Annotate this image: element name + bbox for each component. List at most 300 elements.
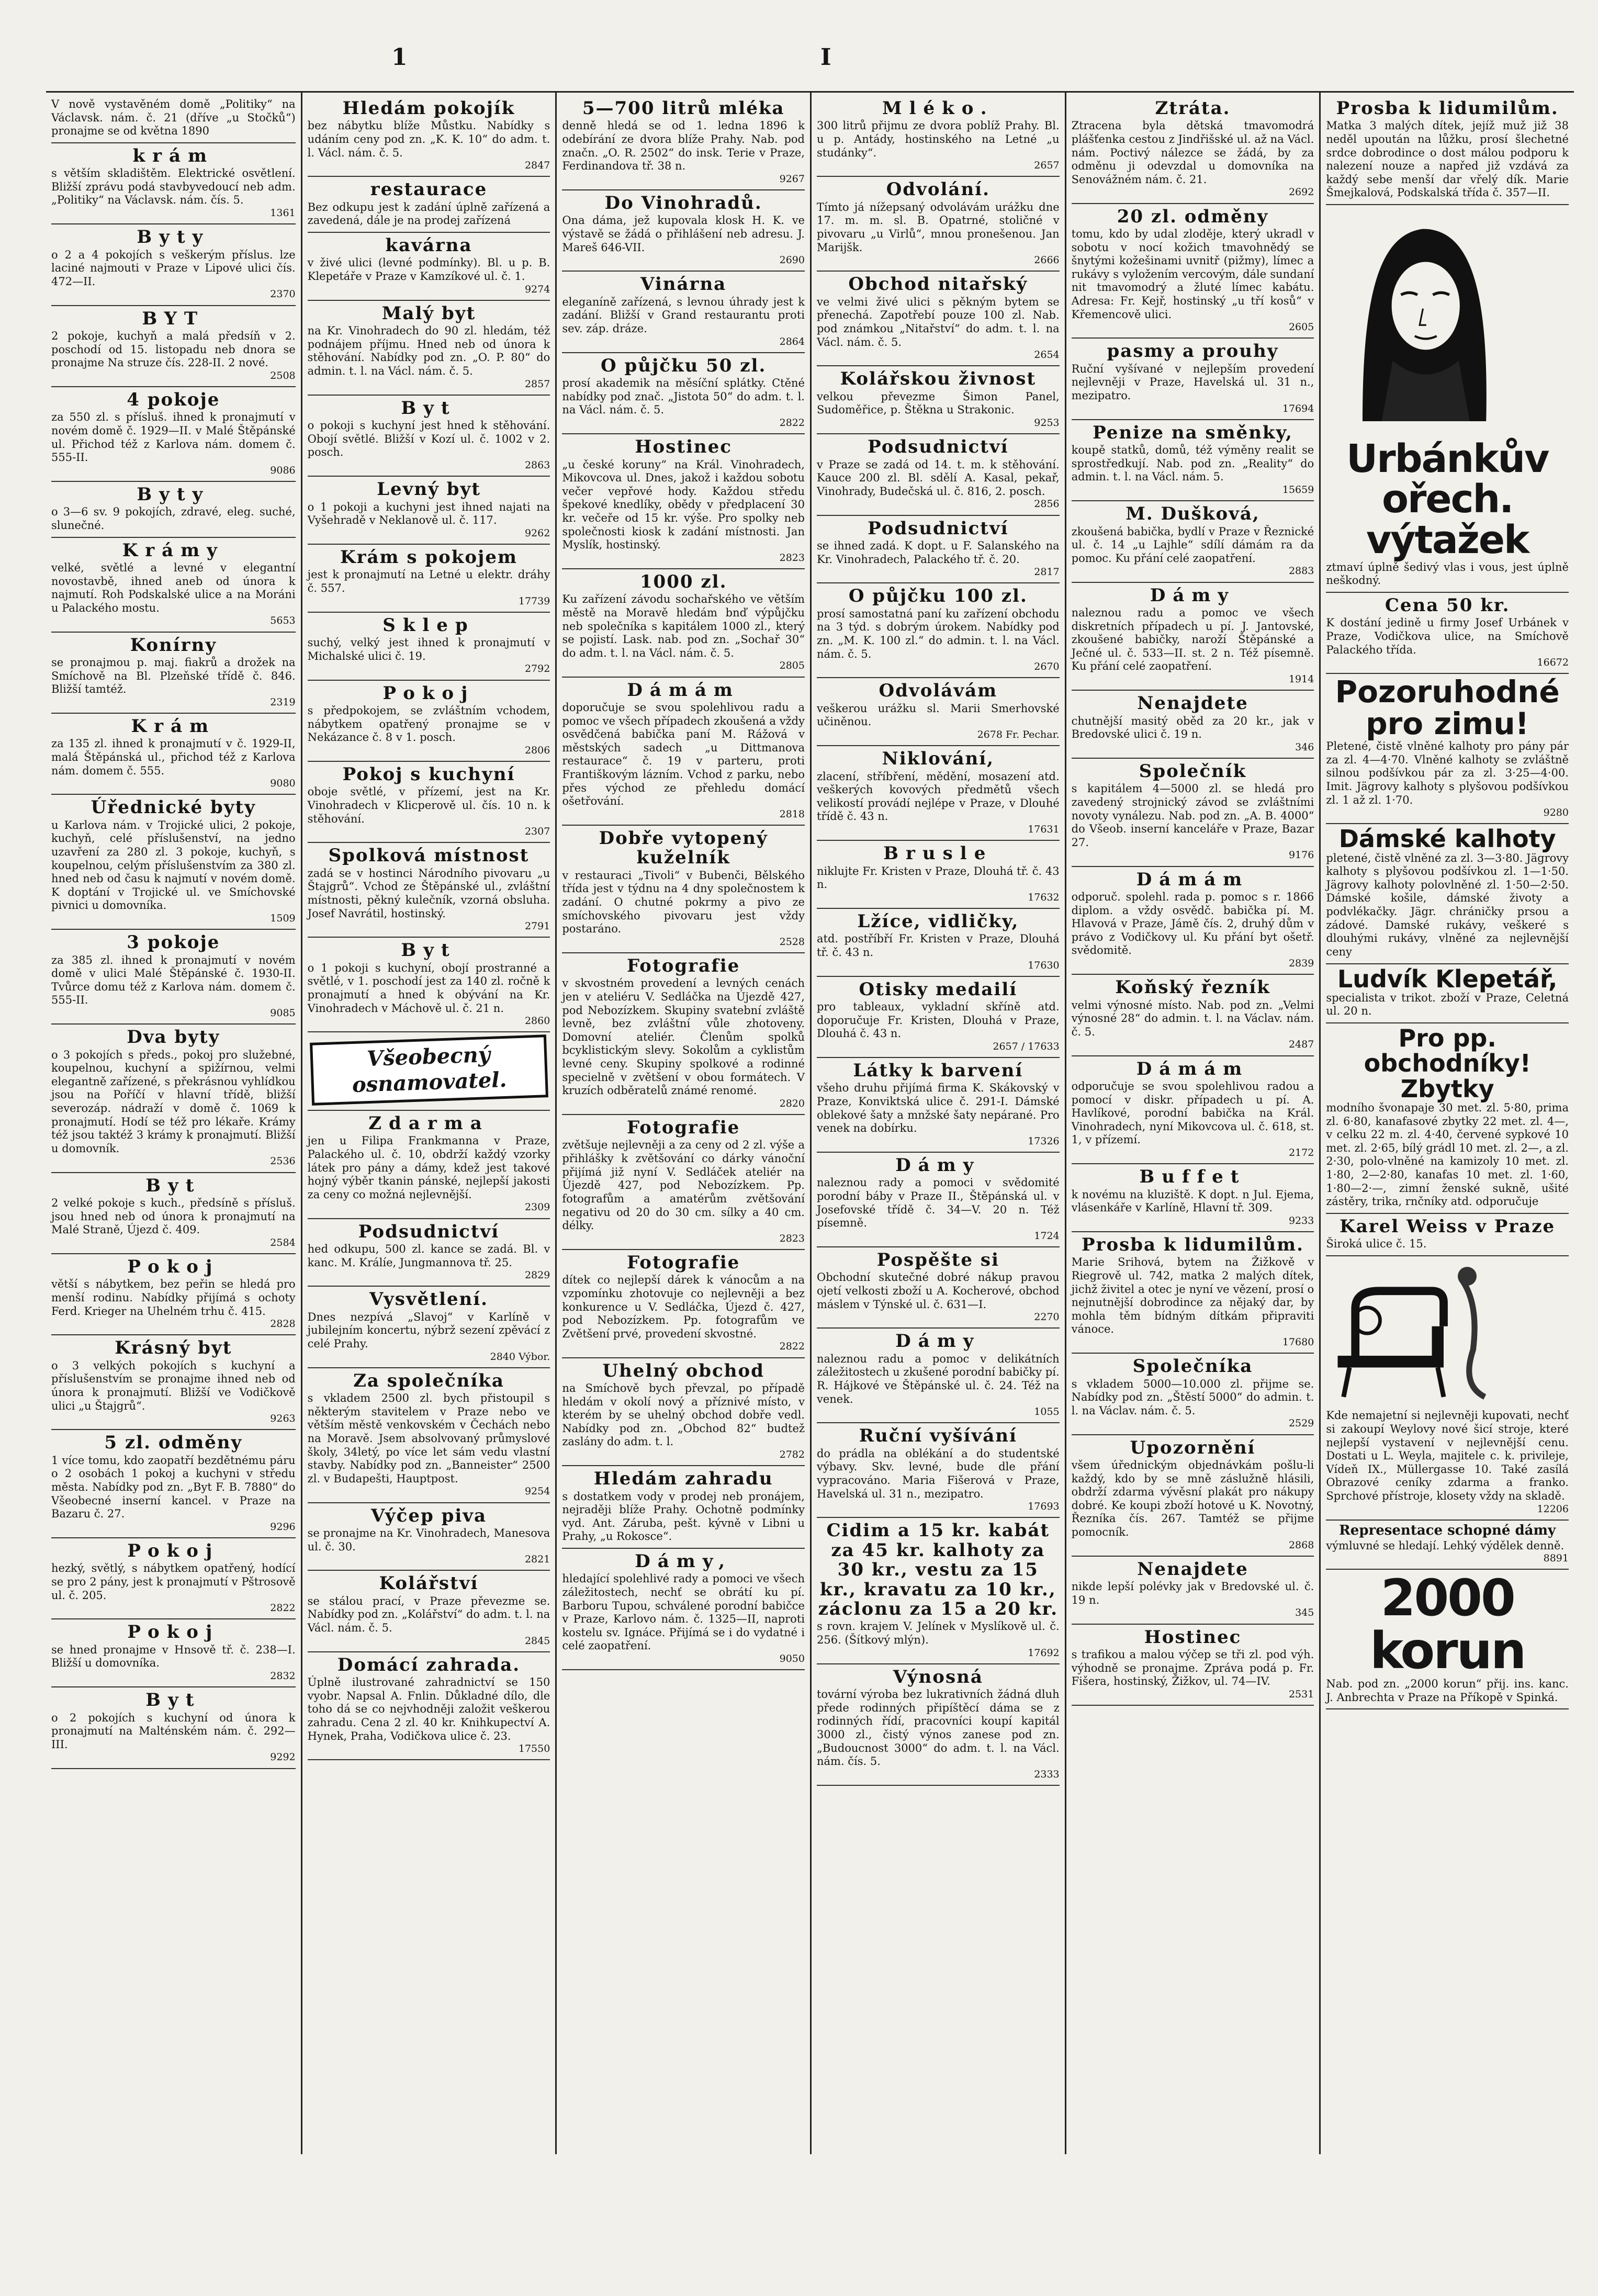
ad-title: kavárna [385, 235, 472, 256]
ad-text: se hned pronajme v Hnsově tř. č. 238—I. Bližší u domovníka. [51, 1643, 296, 1670]
ad-title: Byt [145, 1690, 201, 1711]
ad-title: Ztráta. [1155, 98, 1231, 119]
ad-text: velké, světlé a levné v elegantní novostavbě, ihned aneb od února k najmutí. Roh Podskalské ulice a na Moráni u Palackého mostu. [51, 561, 296, 614]
classified-ad [562, 826, 805, 953]
ad-text: s trafikou a malou výčep se tři zl. pod výh. výhodně se pronajme. Zpráva podá p. Fr. Fišera, hostinský, Žižkov, ul. 74—IV. [1071, 1648, 1314, 1688]
ad-text: se pronajmou p. maj. fiakrů a drožek na Smíchově na Bl. Plzeňské třídě č. 846. Bližší tamtéž. [51, 656, 296, 696]
ad-number: 2654 [1034, 349, 1060, 361]
ad-text: Obchodní skutečné dobré nákup pravou ojetí velkosti zboží u A. Kocherové, obchod máslem v Týnské ul. č. 631—I. [816, 1271, 1060, 1311]
ad-title: Pokoj [127, 1256, 220, 1278]
ad-number: 2822 [779, 1341, 805, 1353]
classified-ad [1326, 1023, 1569, 1214]
classified-ad [1072, 1354, 1314, 1435]
classified-ad [51, 714, 296, 795]
ad-title: Pokoj [382, 682, 475, 704]
ad-text: s dostatkem vody v prodej neb pronájem, nejraději blíže Prahy. Ochotně podmínky vyd. Ant. Záruba, pešt. kývně v Libni u Prahy, „u Rokosce“. [562, 1490, 805, 1543]
classified-ad [1072, 583, 1314, 691]
classified-ad [1072, 339, 1314, 420]
ad-text: s vkladem 5000—10.000 zl. přijme se. Nabídky pod zn. „Štěstí 5000“ do admin. t. l. na Václav. nám. č. 5. [1071, 1377, 1314, 1417]
ad-text: v živé ulici (levné podmínky). Bl. u p. B. Klepetáře v Praze v Kamzíkové ul. č. 1. [307, 256, 550, 283]
ad-number: 2319 [270, 696, 296, 708]
ad-text: Nab. pod zn. „2000 korun“ přij. ins. kanc. J. Anbrechta v Praze na Příkopě v Spinká. [1326, 1677, 1569, 1704]
classified-ad [1072, 501, 1314, 582]
ad-number: 9292 [270, 1751, 296, 1763]
ad-text: niklujte Fr. Kristen v Praze, Dlouhá tř. č. 43 n. [816, 864, 1060, 891]
classified-ad [308, 477, 550, 545]
ad-text: naleznou rady a pomoci v svědomité porodní báby v Praze II., Štěpánská ul. v Josefovské třídě č. 34—V. 20 n. Též písemně. [816, 1176, 1060, 1230]
ad-number: 17739 [518, 595, 550, 607]
classified-ad [1072, 867, 1314, 975]
classified-ad [1326, 1214, 1569, 1256]
column-4 [810, 93, 1065, 2154]
classified-ad [308, 396, 550, 477]
classified-ad [51, 795, 296, 930]
ad-text: Ku zařízení závodu sochařského ve větším městě na Moravě hledám bnď výpůjčku neb společníka s kapitálem 1000 zl., který se pojistí. Lask. nab. pod zn. „Sochař 30“ do adm. t. l. na Václ. nám. č. 5. [562, 593, 805, 659]
ad-title: Fotografie [627, 1117, 740, 1139]
ad-number: 2829 [524, 1269, 550, 1281]
ad-number: 9085 [270, 1007, 296, 1019]
ad-title: Kolářskou živnost [840, 368, 1037, 390]
ad-title: Otisky medailí [859, 978, 1018, 1000]
classified-ad [1326, 1570, 1569, 1709]
classified-ad [51, 633, 296, 714]
ad-text: dítek co nejlepší dárek k vánocům a na vzpomínku zhotovuje co nejlevněji a bez konkurence u V. Sedláčka, Újezd č. 427, pod Nebozízkem. Pp. fotografům ve Zvětšení prvé, provedení skvostné. [562, 1274, 805, 1340]
classified-ad [1326, 824, 1569, 964]
classified-ad [1072, 759, 1314, 867]
ad-number: 1361 [270, 207, 296, 219]
ad-number: 2864 [779, 335, 805, 347]
ad-text: chutnější masitý oběd za 20 kr., jak v Bredovské ulici č. 19 n. [1071, 714, 1314, 741]
classified-ad [1326, 1256, 1569, 1521]
classified-ad [308, 96, 550, 177]
ad-text: jest k pronajmutí na Letné u elektr. dráhy č. 557. [307, 568, 550, 594]
ad-text: Ztracena byla dětská tmavomodrá plášťenka cestou z Jindřišské ul. až na Václ. nám. Poctivý nálezce se žádá, by za odměnu ji odevzdal u domovníka na Senovážném nám. č. 21. [1071, 119, 1314, 186]
ad-title: Fotografie [627, 1252, 740, 1273]
ad-number: 2821 [524, 1554, 550, 1566]
ad-number: 17326 [1028, 1135, 1060, 1147]
ad-text: na Smíchově bych převzal, po případě hledám v okolí nový a příznivé místo, v kterém by se uhelný obchod dobře vedl. Nabídky pod zn. „Obchod 82“ budtež zaslány do adm. t. l. [562, 1381, 805, 1448]
ad-number: 9176 [1288, 849, 1314, 861]
ad-title: Prosba k lidumilům. [1336, 98, 1559, 119]
classified-ad [562, 272, 805, 353]
ad-number: 9254 [524, 1485, 550, 1498]
ad-title: Podsudnictví [868, 436, 1009, 458]
ad-number: 345 [1295, 1607, 1314, 1619]
ad-title: Hostinec [1144, 1626, 1242, 1648]
ad-title: Karel Weiss v Praze [1340, 1215, 1556, 1237]
ad-title: Fotografie [627, 955, 740, 977]
ad-text: jen u Filipa Frankmanna v Praze, Palackého ul. č. 10, obdrží každý vzorky látek pro pány a dámy, kdež jest takové hojný výběr tkanin pánské, nejlepší jakosti za ceny co možná nejlevnější. [307, 1134, 550, 1201]
classified-ad [308, 938, 550, 1032]
classified-ad [562, 1358, 805, 1467]
ad-title: 4 pokoje [127, 389, 220, 410]
page-mark-right: I [820, 44, 831, 71]
classified-ad [817, 272, 1060, 366]
ad-text: atd. postříbří Fr. Kristen v Praze, Dlouhá tř. č. 43 n. [816, 932, 1060, 959]
ad-title: O půjčku 50 zl. [601, 355, 767, 376]
classified-ad [1072, 1056, 1314, 1165]
ad-text: s vkladem 2500 zl. bych přistoupil s některým stavitelem v Praze nebo ve větším městě venkovském v Čechách nebo na Moravě. Jsem absolvovaný průmyslové školy, 34letý, po více let sám vedu vlastní stavby. Nabídky pod zn. „Banneister“ 2500 zl. v Budapešti, Hauptpost. [307, 1392, 550, 1485]
classified-columns [46, 91, 1574, 2154]
ad-title: Krámy [122, 539, 224, 561]
ad-number: 2817 [1034, 566, 1060, 578]
classified-ad [308, 1652, 550, 1761]
ad-text: naleznou radu a pomoc ve všech diskretních případech u pí. J. Jantovské, zkoušené babičky, naroží Štěpánské a Ječné ul. č. 533—II. st. 2 n. Též písemně. Ku přání celé zaopatření. [1071, 606, 1314, 673]
ad-text: v Praze se zadá od 14. t. m. k stěhování. Kauce 200 zl. Bl. sdělí A. Kasal, pekař, Vinohrady, Budečská ul. č. 816, 2. posch. [816, 458, 1060, 498]
ad-text: se stálou prací, v Praze převezme se. Nabídky pod zn. „Kolářství“ do adm. t. l. na Václ. nám. č. 5. [307, 1594, 550, 1634]
ad-number: 2657 / 17633 [993, 1040, 1060, 1052]
ad-title: Byt [145, 1175, 201, 1196]
ad-number: 9233 [1288, 1214, 1314, 1226]
ad-title: krám [132, 145, 215, 166]
ad-number: 17692 [1028, 1647, 1060, 1659]
ad-text: o 1 pokoji a kuchyni jest ihned najati na Vyšehradě v Neklanově ul. č. 117. [307, 500, 550, 527]
ad-title: Vysvětlení. [369, 1289, 488, 1310]
ad-text: velmi výnosné místo. Nab. pod zn. „Velmi výnosné 28“ do admin. t. l. na Václav. nám. č. 5. [1071, 998, 1314, 1038]
ad-title: Dámám [1136, 1058, 1250, 1079]
classified-ad [51, 930, 296, 1025]
classified-ad [1326, 205, 1569, 593]
ad-number: 9267 [779, 173, 805, 185]
ad-title: Podsudnictví [868, 517, 1009, 539]
classified-ad [817, 909, 1060, 977]
ad-number: 2584 [270, 1236, 296, 1248]
classified-ad [308, 1032, 550, 1111]
ad-title: Sklep [382, 614, 475, 636]
ad-number: 2863 [524, 459, 550, 471]
classified-ad [817, 678, 1060, 746]
ad-title: Látky k barvení [853, 1060, 1023, 1082]
classified-ad [1072, 420, 1314, 501]
ad-text: všeho druhu přijímá firma K. Skákovský v Praze, Konviktská ulice č. 291-I. Dámské oblekové šaty a mnžské šaty nepárané. Pro venek na dobírku. [816, 1082, 1060, 1135]
classified-ad [817, 1664, 1060, 1786]
ad-text: Bez odkupu jest k zadání úplně zařízená a zavedená, dále je na prodej zařízená [307, 200, 550, 227]
ad-text: prosí samostatná paní ku zařízení obchodu na 3 týd. s dobrým úrokem. Nabídky pod zn. „M. K. 100 zl.“ do admin. t. l. na Václ. nám. č. 5. [816, 607, 1060, 660]
ad-title: 2000 korun [1370, 1569, 1525, 1681]
classified-ad [51, 224, 296, 306]
classified-ad [308, 1287, 550, 1368]
ad-title: Byty [137, 484, 210, 505]
ad-title: Dámám [1136, 869, 1250, 890]
ad-text: nikde lepší polévky jak v Bredovské ul. č. 19 n. [1071, 1580, 1314, 1606]
ad-number: 2528 [779, 936, 805, 948]
classified-ad [562, 569, 805, 678]
classified-ad [51, 1254, 296, 1335]
ad-number: 2845 [524, 1635, 550, 1647]
ad-text: Ona dáma, jež kupovala klosk H. K. ve výstavě se žádá o přihlášení neb adresu. J. Mareš 646-VII. [562, 214, 805, 254]
ad-number: 2847 [524, 160, 550, 172]
ad-title: Obchod nitařský [848, 274, 1028, 295]
classified-ad [1326, 964, 1569, 1024]
column-1 [46, 93, 301, 2154]
ad-title: Všeobecný osnamovatel. [310, 1034, 548, 1105]
ad-text: 1 více tomu, kdo zaopatří bezdětnému páru o 2 osobách 1 pokoj a kuchyni v středu města. Nabídky pod zn. „Byt F. B. 7880“ do Všeobecné inserní kancel. v Praze na Bazaru č. 27. [51, 1454, 296, 1521]
ad-number: 2806 [524, 744, 550, 756]
classified-ad [817, 1518, 1060, 1664]
classified-ad [817, 1153, 1060, 1247]
classified-ad [562, 353, 805, 434]
classified-ad [1072, 204, 1314, 339]
ad-text: modního švonapaje 30 met. zl. 5·80, prima zl. 6·80, kanafasové zbytky 22 met. zl. 4—, v celku 22 m. zl. 4·40, červené sypkové 10 met. zl. 2·65, bílý grádl 10 met. zl. 2—, a zl. 2·30, polo-vlněné na kamizoly 10 met. zl. 1·80, 2—2·80, kanafas 10 met. zl. 1·60, 1·80—2·—, zimní ženské sukně, ušité zástěry, trika, rnčníky atd. odporučuje [1326, 1101, 1569, 1208]
ad-title: Byty [137, 227, 210, 248]
ad-text: odporučuje se svou spolehlivou radou a pomocí v diskr. případech u pí. A. Havlíkové, porodní babička na Král. Vinohradech, nyní Mikovcova ul. č. 618, st. 1, v přízemí. [1071, 1080, 1314, 1146]
ad-title: 5 zl. odměny [104, 1432, 243, 1454]
ad-title: Úřednické byty [91, 797, 256, 818]
ad-text: tomu, kdo by udal zloděje, který ukradl v sobotu v nocí kožich tmavohnědý se šnytými kožešinami uvnitř (pižmy), límec a rukávy s vyložením vercovým, dále sundaní nit tmavomodrý a žluté límec kabátu. Adresa: Fr. Kejř, hostinský „u tří kosů“ v Křemencově ulici. [1071, 228, 1314, 321]
ad-number: 2883 [1288, 565, 1314, 577]
ad-text: hed odkupu, 500 zl. kance se zadá. Bl. v kanc. M. Králíe, Jungmannova tř. 25. [307, 1242, 550, 1269]
ad-title: Konírny [130, 634, 217, 656]
ad-number: 17694 [1282, 402, 1314, 414]
ad-text: v skvostném provedení a levných cenách jen v ateliéru V. Sedláčka na Újezdě 427, pod Nebozízkem. Skupiny svatební zvláště levně, bez zvláštní vůle zhotoveny. Domovní ateliér. Členům spolků bcyklistickým slevy. Sokolům a cyklistům levné ceny. Skupiny spolkové a rodinné specielně v zvětšení v obou formátech. V kruzích odběratelů známé renomé. [562, 977, 805, 1097]
ad-number: 2791 [524, 920, 550, 932]
ad-text: Úplně ilustrované zahradnictví se 150 vyobr. Napsal A. Fnlin. Důkladné dílo, dle toho dá se co nejvhodněji založit veškerou zahradu. Cena 2 zl. 40 kr. Knihkupectví A. Hynek, Praha, Vodičkova ulice č. 23. [307, 1676, 550, 1742]
ad-number: 2857 [524, 378, 550, 390]
ad-title: Dámy, [635, 1550, 733, 1572]
classified-ad [562, 190, 805, 272]
classified-ad [1072, 975, 1314, 1056]
classified-ad [1072, 691, 1314, 759]
classified-ad [817, 177, 1060, 272]
classified-ad [308, 177, 550, 233]
ad-number: 2536 [270, 1155, 296, 1167]
classified-ad [308, 681, 550, 762]
ad-number: 2333 [1034, 1768, 1060, 1780]
classified-ad [51, 1619, 296, 1687]
ad-number: 2820 [779, 1097, 805, 1109]
ad-number: 9253 [1034, 417, 1060, 429]
ad-title: Mléko. [882, 98, 994, 119]
ad-title: Byt [401, 397, 457, 419]
ad-text: za 135 zl. ihned k pronajmutí v č. 1929-II, malá Štěpánská ul., přichod též z Karlova nám. domem č. 555. [51, 737, 296, 777]
ad-text: 2 velké pokoje s kuch., předsíně s přísluš. jsou hned neb od února k pronajmutí na Malé Straně, Újezd č. 409. [51, 1197, 296, 1236]
ad-title: Krám [131, 716, 216, 737]
ad-title: Zdarma [368, 1112, 489, 1134]
ad-text: s předpokojem, se zvláštním vchodem, nábytkem opatřený pronajme se v Nekázance č. 8 v 1. posch. [307, 704, 550, 744]
ad-title: Dobře vytopený kuželník [599, 828, 768, 869]
ad-number: 17550 [518, 1743, 550, 1755]
ad-number: 8891 [1543, 1552, 1569, 1565]
classified-ad [1326, 593, 1569, 674]
ad-number: 2670 [1034, 661, 1060, 673]
ad-text: se ihned zadá. K dopt. u F. Salanského na Kr. Vinohradech, Palackého tř. č. 20. [816, 539, 1060, 566]
ad-title: pasmy a prouhy [1107, 341, 1279, 362]
ad-text: Marie Srihová, bytem na Žižkově v Riegrově ul. 742, matka 2 malých dítek, jichž živitel a otec je nyní ve vězení, prosí o nejnutnější dobrodince za nějaký dar, by mohla těm bídným dítkám připraviti vánoce. [1071, 1256, 1314, 1336]
ad-number: 9274 [524, 283, 550, 295]
classified-ad [51, 1335, 296, 1430]
ad-number: 2666 [1034, 254, 1060, 266]
classified-ad [51, 1173, 296, 1254]
ad-title: Spolková místnost [328, 845, 530, 866]
ad-text: bez nábytku blíže Můstku. Nabídky s udáním ceny pod zn. „K. K. 10“ do adm. t. l. Václ. nám. č. 5. [307, 119, 550, 159]
ad-title: Koňský řezník [1115, 977, 1270, 998]
classified-ad [562, 96, 805, 190]
classified-ad [308, 1111, 550, 1219]
ad-text: s rovn. krajem V. Jelínek v Myslíkově ul. č. 256. (Šítkový mlýn). [816, 1620, 1060, 1647]
ad-title: Společníka [1132, 1356, 1253, 1377]
classified-ad [308, 1368, 550, 1503]
ad-number: 2860 [524, 1015, 550, 1027]
ad-number: 2508 [270, 369, 296, 381]
ad-title: Brusle [883, 843, 993, 864]
ad-number: 2487 [1288, 1039, 1314, 1051]
ad-title: Pospěšte si [876, 1250, 999, 1271]
ad-title: Hledám pokojík [342, 98, 515, 119]
ad-text: denně hledá se od 1. ledna 1896 k odebírání ze dvora blíže Prahy. Nab. pod značn. „O. R. 2502“ do insk. Terie v Praze, Ferdinandova tř. 38 n. [562, 119, 805, 173]
ad-text: naleznou radu a pomoc v delikátních záležitostech u zkušené porodní babičky pí. R. Hájkové ve Štěpánské ul. č. 24. Též na venek. [816, 1352, 1060, 1405]
ad-text: V nově vystavěném domě „Politiky“ na Václavsk. nám. č. 21 (dříve „u Stočků“) pronajme se od května 1890 [51, 98, 296, 138]
ad-number: 2678 Fr. Pechar. [977, 728, 1060, 740]
ad-number: 1055 [1034, 1406, 1060, 1418]
ad-title: 20 zl. odměny [1117, 206, 1269, 227]
ad-number: 9296 [270, 1521, 296, 1533]
classified-ad [817, 96, 1060, 177]
ad-title: Ruční vyšívání [859, 1425, 1017, 1447]
ad-text: Tímto já nížepsaný odvolávám urážku dne 17. m. m. sl. B. Opatrné, stoličné v pivovaru „u Virlů“, mnou pronešenou. Jan Marijšk. [816, 200, 1060, 254]
ad-number: 2792 [524, 663, 550, 675]
ad-number: 5653 [270, 615, 296, 627]
ad-text: zkoušená babička, bydlí v Praze v Řeznické ul. č. 14 „u Lajhle“ sdílí dámám ra da pomoc. Ku přání celé zaopatření. [1071, 525, 1314, 565]
ad-title: Niklování, [882, 748, 995, 770]
classified-ad [51, 482, 296, 538]
ad-number: 346 [1295, 741, 1314, 753]
ad-text: K dostání jedině u firmy Josef Urbánek v Praze, Vodičkova ulice, na Smíchově Palackého třída. [1326, 616, 1569, 656]
classified-ad [1072, 1625, 1314, 1706]
ad-title: Nenajdete [1137, 1558, 1248, 1580]
ad-number: 17680 [1282, 1336, 1314, 1348]
ad-text: tovární výroba bez lukrativních žádná dluh přede rodinných připíštěcí dáma se z rodinných řídí, pracovníci koupí kapitál 3000 zl., čistý výnos zanese pod zn. „Budoucnost 3000“ do adm. t. l. na Václ. nám. čís. 5. [816, 1688, 1060, 1768]
classified-ad [51, 1687, 296, 1769]
ad-title: Výnosná [893, 1666, 983, 1687]
ad-number: 2309 [524, 1201, 550, 1213]
classified-ad [51, 306, 296, 387]
ad-title: Nenajdete [1137, 693, 1248, 714]
ad-number: 2690 [779, 254, 805, 266]
ad-title: Cidim a 15 kr. kabát za 45 kr. kalhoty za 30 kr., vestu za 15 kr., kravatu za 10 kr., záclonu za 15 a 20 kr. [818, 1520, 1059, 1620]
ad-text: o 3 velkých pokojích s kuchyní a příslušenstvím se pronajme ihned neb od února k pronajmutí. Bližší ve Vodičkově ulici „u Štajgrů“. [51, 1359, 296, 1412]
ad-title: Odvolávám [879, 680, 998, 702]
ad-text: všem úřednickým objednávkám pošlu-li každý, kdo by se mně záslužně hlásili, obdrží zdarma vývěsní plakát pro nákupy dobré. Ke koupi zboží hotové u K. Novotný, Řezníka čís. 267. Tamtéž se přijme pomocník. [1071, 1459, 1314, 1539]
ad-title: Společník [1139, 761, 1247, 782]
masthead [15, 13, 1583, 91]
classified-ad [562, 434, 805, 569]
classified-ad [308, 762, 550, 843]
ad-number: 17631 [1028, 823, 1060, 835]
ad-text: Široká ulice č. 15. [1326, 1237, 1427, 1251]
classified-ad [308, 1503, 550, 1571]
classified-ad [562, 953, 805, 1115]
ad-title: Hledám zahradu [593, 1468, 773, 1490]
ad-text: „u české koruny“ na Král. Vinohradech, Mikovcova ul. Dnes, jakož i každou sobotu večer vepřové hody. Každou středu špekové knedlíky, obědy v předplacení 30 kr. večeře od 15 kr. výše. Pro spolky neb společnosti kiosk k zadání místnosti. Jan Myslík, hostinský. [562, 458, 805, 552]
ad-title: Hostinec [635, 436, 732, 458]
column-6 [1319, 93, 1574, 2154]
classified-ad [817, 366, 1060, 434]
page-mark-left: 1 [391, 44, 408, 71]
ad-text: oboje světlé, v přízemí, jest na Kr. Vinohradech v Klicperově ul. čís. 10 n. k stěhování. [307, 785, 550, 825]
ad-text: specialista v trikot. zboží v Praze, Celetná ul. 20 n. [1326, 991, 1569, 1018]
classified-ad [1072, 1232, 1314, 1354]
ad-title: Dámy [895, 1155, 981, 1176]
ad-title: Upozornění [1130, 1437, 1256, 1458]
classified-ad [308, 301, 550, 396]
ad-number: 2270 [1034, 1311, 1060, 1323]
ad-number: 2839 [1288, 958, 1314, 970]
ad-number: 17693 [1028, 1501, 1060, 1513]
ad-number: 2782 [779, 1448, 805, 1460]
ad-number: 2822 [779, 417, 805, 429]
ad-number: 9263 [270, 1413, 296, 1425]
ad-number: 17632 [1028, 891, 1060, 903]
ad-text: zlacení, stříbření, mědění, mosazení atd. veškerých kovových předmětů všech velikostí provádí nejlépe v Praze, v Dlouhé třídě č. 43 n. [816, 770, 1060, 823]
column-5 [1065, 93, 1320, 2154]
classified-ad [51, 1025, 296, 1173]
ad-text: k novému na kluziště. K dopt. n Jul. Ejema, vlásenkáře v Karlíně, Hlavní tř. 309. [1071, 1188, 1314, 1214]
ad-text: velkou převezme Šimon Panel, Sudoměřice, p. Štěkna u Strakonic. [816, 390, 1060, 417]
ad-text: ztmaví úplně šedivý vlas i vous, jest úplně neškodný. [1326, 560, 1569, 587]
classified-ad [51, 1430, 296, 1538]
ad-text: odporuč. spolehl. rada p. pomoc s r. 1866 diplom. a vždy osvědč. babička pí. M. Hlavová v Praze, Jámě čís. 2, druhý dům v právo z Vodičkovy ul. Ku přání byt ošetř. svědomitě. [1071, 891, 1314, 957]
ad-title: Dámské kalhoty [1338, 825, 1556, 853]
ad-title: Krásný byt [115, 1337, 232, 1359]
classified-ad [1326, 674, 1569, 824]
classified-ad [51, 96, 296, 143]
classified-ad [51, 387, 296, 482]
ad-title: Prosba k lidumilům. [1081, 1234, 1304, 1255]
ad-number: 2657 [1034, 160, 1060, 172]
ad-text: větší s nábytkem, bez peřin se hledá pro menší rodinu. Nabídky přijímá s ochoty Ferd. Krieger na Uhelném trhu č. 415. [51, 1278, 296, 1318]
ad-text: o pokoji s kuchyní jest hned k stěhování. Obojí světlé. Bližší v Kozí ul. č. 1002 v 2. posch. [307, 419, 550, 459]
ad-text: výmluvné se hledají. Lehký výdělek denně. [1326, 1539, 1565, 1552]
ad-title: M. Dušková, [1126, 503, 1260, 525]
ad-number: 1914 [1288, 673, 1314, 685]
ad-title: Domácí zahrada. [337, 1654, 521, 1675]
ad-title: 3 pokoje [127, 932, 220, 953]
ad-text: se pronajme na Kr. Vinohradech, Manesova ul. č. 30. [307, 1526, 550, 1553]
ad-text: hledající spolehlivé rady a pomoci ve všech záležitostech, nechť se obrátí ku pí. Barboru Tupou, schválené porodní babičce v Praze, Karlovo nám. č. 1325—II, naproti kostelu sv. Ignáce. Přijímá se i do vydatné i celé zaopatření. [562, 1572, 805, 1652]
column-2 [301, 93, 556, 2154]
classified-ad [817, 1247, 1060, 1329]
classified-ad [308, 545, 550, 613]
ad-title: Krám s pokojem [340, 546, 517, 568]
ad-number: 2531 [1288, 1688, 1314, 1700]
ad-number: 2823 [779, 552, 805, 564]
classified-ad [817, 977, 1060, 1058]
ad-title: Levný byt [377, 479, 481, 500]
ad-number: 2370 [270, 288, 296, 300]
ad-number: 9280 [1543, 807, 1569, 819]
ad-title: Dámy [895, 1331, 981, 1352]
ad-title: Pokoj s kuchyní [342, 763, 515, 785]
ad-number: 2605 [1288, 321, 1314, 333]
classified-ad [817, 434, 1060, 515]
ad-title: Za společníka [353, 1370, 504, 1391]
classified-ad [1072, 96, 1314, 204]
classified-ad [562, 1115, 805, 1250]
ad-text: doporučuje se svou spolehlivou radu a pomoc ve všech případech zkoušená a vždy osvědčená babička paní M. Rážová v městských sadech „u Dittmanova restaurace“ č. 19 v parteru, proti Františkovým lázním. Vchod z parku, nebo přes východ ze přehledu domácí ošetřování. [562, 701, 805, 808]
ad-title: Malý byt [381, 302, 476, 324]
classified-ad [1326, 1521, 1569, 1570]
ad-text: hezký, světlý, s nábytkem opatřený, hodící se pro 2 pány, jest k pronajmutí v Pštrosově ul. č. 205. [51, 1562, 296, 1602]
ad-number: 9080 [270, 778, 296, 790]
ad-title: Cena 50 kr. [1385, 594, 1510, 616]
ad-text: Pletené, čistě vlněné kalhoty pro pány pár za zl. 4—4·70. Vlněné kalhoty se zvláštně silnou podšívkou pár za zl. 3·25—4·00. Imit. Jägrovy kalhoty s plyšovou podšívkou zl. 1 až zl. 1·70. [1326, 740, 1569, 806]
ad-title: BYT [142, 308, 205, 329]
ad-text: koupě statků, domů, též výměny realit se sprostředkují. Nab. pod zn. „Reality“ do admin. t. l. na Václ. nám. 5. [1071, 444, 1314, 483]
ad-text: Matka 3 malých dítek, jejíž muž již 38 neděl upoután na lůžku, prosí šlechetné srdce dobrodince o dost málou podporu k nalezení nouze a napřed již vzdává za každý sebe menší dar vřelý dík. Marie Šmejkalová, Podskalská třída č. 357—II. [1326, 119, 1569, 199]
ad-title: Výčep piva [370, 1505, 487, 1526]
ad-text: v restauraci „Tivoli“ v Bubenči, Bělského třída jest v týdnu na 4 dny společnostem k zadání. O chutné pokrmy a pivo ze smíchovského pivovaru jest vždy postaráno. [562, 869, 805, 936]
ad-text: Dnes nezpívá „Slavoj“ v Karlíně v jubilejním koncertu, nýbrž sezení zpěvácí z celé Prahy. [307, 1310, 550, 1350]
